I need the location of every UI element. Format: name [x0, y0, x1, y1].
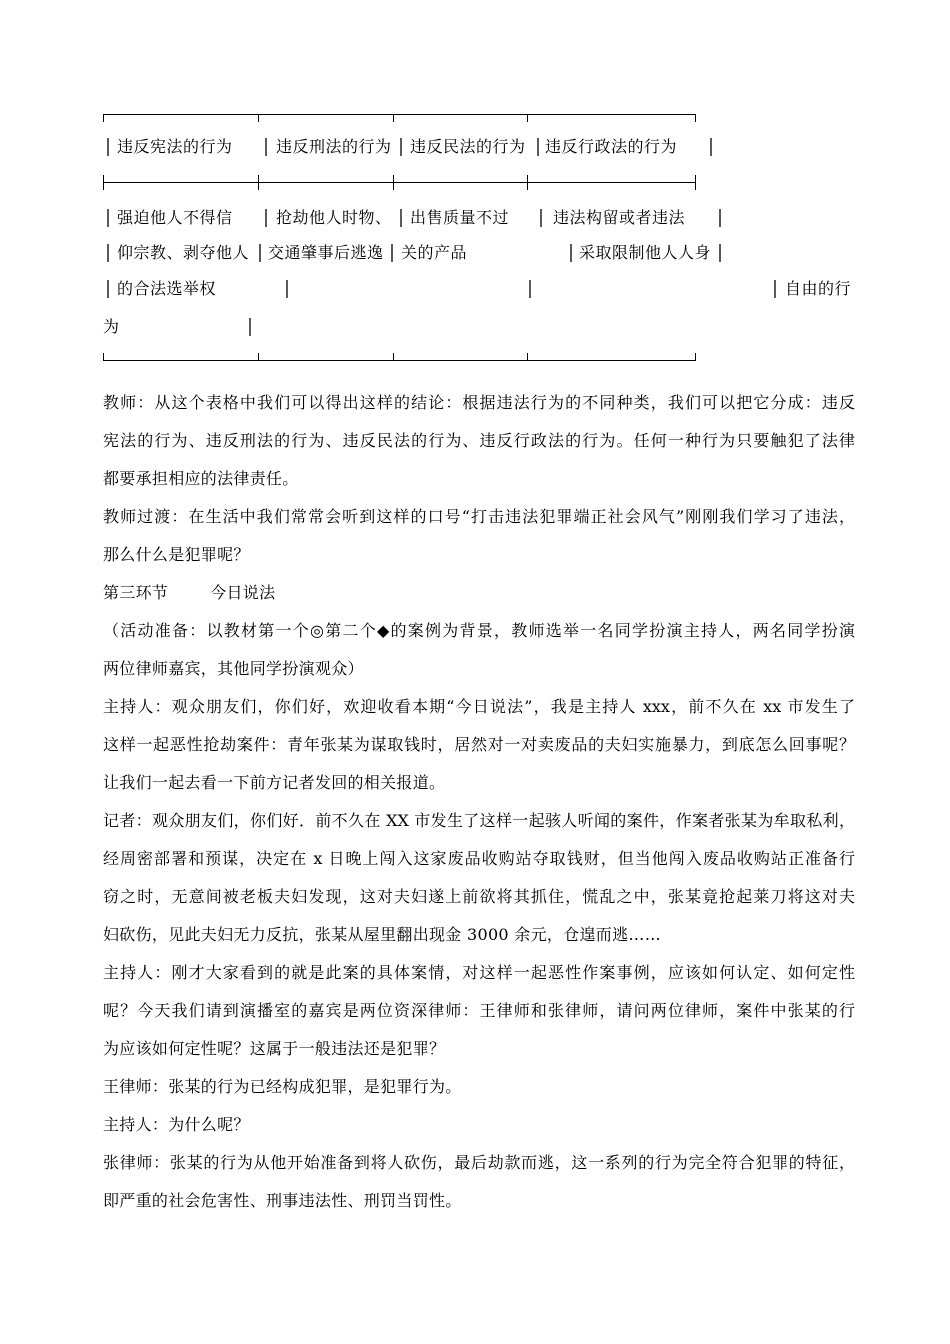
section-heading — [103, 574, 855, 612]
paragraph-host-why — [103, 1106, 855, 1144]
table-header-constitution: 违反宪法的行为 — [117, 137, 233, 156]
paragraph-line: （活动准备：以教材第一个◎第二个◆的案例为背景，教师选举一名同学扮演主持人，两名同学扮演 — [103, 621, 855, 640]
table-cell: 的合法选举权 — [117, 279, 217, 298]
paragraph-line: 记者：观众朋友们，你们好．前不久在 XX 市发生了这样一起骇人听闻的案件，作案者张某为牟取私利， — [103, 811, 855, 830]
table-cell: 仰宗教、剥夺他人 — [117, 243, 250, 262]
paragraph-line: 让我们一起去看一下前方记者发回的相关报道。 — [103, 773, 446, 792]
paragraph-line: 即严重的社会危害性、刑事违法性、刑罚当罚性。 — [103, 1191, 462, 1210]
table-cell: 关的产品 — [401, 243, 468, 262]
paragraph-lawyer-wang — [103, 1068, 855, 1106]
body-text — [103, 384, 855, 1220]
paragraph-line: 王律师：张某的行为已经构成犯罪，是犯罪行为。 — [103, 1077, 462, 1096]
table-cell: 自由的行 — [785, 279, 852, 298]
table-header-civil: 违反民法的行为 — [410, 137, 526, 156]
paragraph-line: 呢？今天我们请到演播室的嘉宾是两位资深律师：王律师和张律师，请问两位律师，案件中张某的行 — [103, 1001, 855, 1020]
table-box-drawing — [0, 0, 950, 380]
paragraph-line: 这样一起恶性抢劫案件：青年张某为谋取钱时，居然对一对卖废品的夫妇实施暴力，到底怎么回事呢？ — [103, 735, 855, 754]
paragraph-teacher-conclusion — [103, 384, 855, 498]
table-header-administrative: 违反行政法的行为 — [545, 137, 678, 156]
paragraph-line: 张律师：张某的行为从他开始准备到将人砍伤，最后劫款而逃，这一系列的行为完全符合犯罪的特征， — [103, 1153, 855, 1172]
paragraph-line: 主持人：刚才大家看到的就是此案的具体案情，对这样一起恶性作案事例，应该如何认定、如何定性 — [103, 963, 855, 982]
paragraph-line: 那么什么是犯罪呢？ — [103, 545, 250, 564]
paragraph-line: 主持人：为什么呢？ — [103, 1115, 250, 1134]
paragraph-line: 窃之时，无意间被老板夫妇发现，这对夫妇遂上前欲将其抓住，慌乱之中，张某竟抢起莱刀将这对夫 — [103, 887, 855, 906]
section-title: 今日说法 — [210, 583, 276, 602]
section-label: 第三环节 — [103, 583, 169, 602]
paragraph-line: 教师过渡：在生活中我们常常会听到这样的口号“打击违法犯罪端正社会风气”刚刚我们学习了违法， — [103, 507, 855, 526]
table-cell: 出售质量不过 — [410, 208, 510, 227]
table-cell: 抢劫他人时物、 — [276, 208, 392, 227]
table-cell: 违法构留或者违法 — [553, 208, 686, 227]
paragraph-host-intro — [103, 688, 855, 802]
paragraph-host-question — [103, 954, 855, 1068]
table-header-criminal: 违反刑法的行为 — [276, 137, 392, 156]
paragraph-line: 为应该如何定性呢？这属于一般违法还是犯罪？ — [103, 1039, 446, 1058]
paragraph-line: 妇砍伤，见此夫妇无力反抗，张某从屋里翻出现金 3000 余元，仓遑而逃…… — [103, 925, 661, 944]
paragraph-reporter — [103, 802, 855, 954]
paragraph-line: 两位律师嘉宾，其他同学扮演观众） — [103, 659, 364, 678]
paragraph-line: 主持人：观众朋友们，你们好，欢迎收看本期“今日说法”，我是主持人 xxx，前不久在 xx 市发生了 — [103, 697, 855, 716]
table-cell: 为 — [103, 317, 120, 336]
paragraph-lawyer-zhang — [103, 1144, 855, 1220]
table-cell: 采取限制他人人身 — [579, 243, 712, 262]
paragraph-teacher-transition — [103, 498, 855, 574]
table-cell: 强迫他人不得信 — [117, 208, 233, 227]
paragraph-line: 经周密部署和预谋，决定在 x 日晚上闯入这家废品收购站夺取钱财，但当他闯入废品收购站正准备行 — [103, 849, 855, 868]
paragraph-line: 宪法的行为、违反刑法的行为、违反民法的行为、违反行政法的行为。任何一种行为只要触犯了法律 — [103, 431, 855, 450]
paragraph-line: 都要承担相应的法律责任。 — [103, 469, 299, 488]
paragraph-line: 教师：从这个表格中我们可以得出这样的结论：根据违法行为的不同种类，我们可以把它分成：违反 — [103, 393, 855, 412]
table-cell: 交通肇事后逃逸 — [268, 243, 384, 262]
paragraph-activity-prep — [103, 612, 855, 688]
